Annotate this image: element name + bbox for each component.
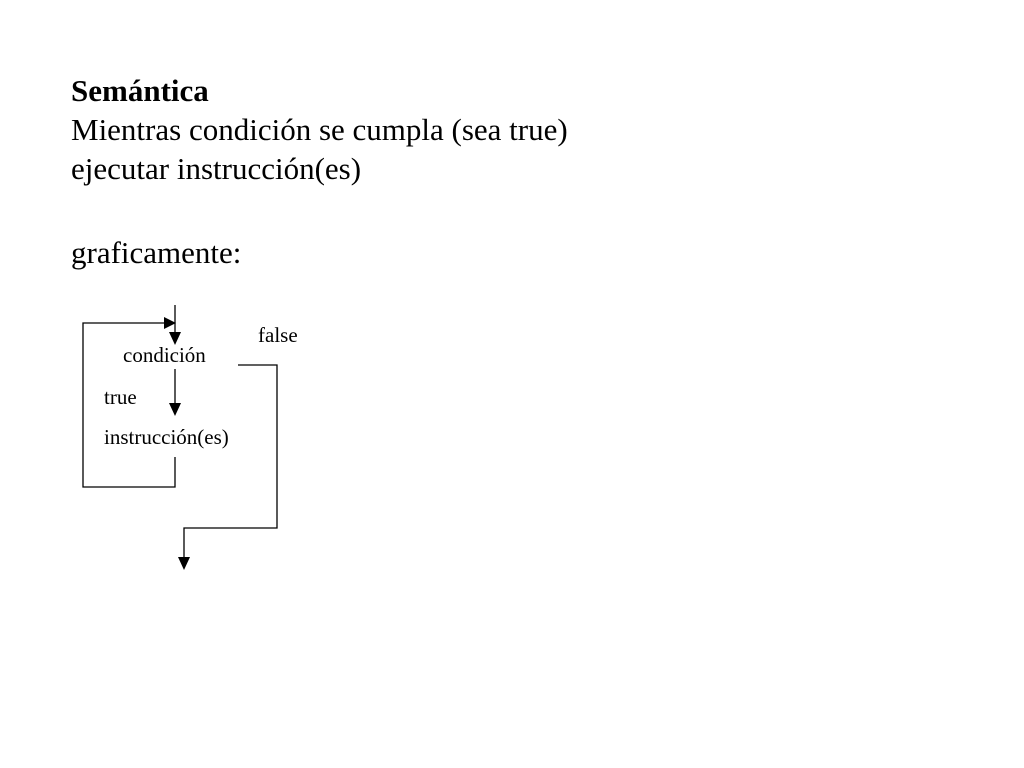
true-path-arrowhead [169,403,181,416]
semantics-line-1: Mientras condición se cumpla (sea true) [71,112,568,147]
loop-back-arrowhead [164,317,176,329]
instruction-label: instrucción(es) [104,425,229,449]
false-path-line [184,365,277,557]
false-label: false [258,323,298,347]
semantics-title: Semántica [71,73,209,108]
exit-arrowhead [178,557,190,570]
semantics-line-2: ejecutar instrucción(es) [71,151,362,186]
true-label: true [104,385,137,409]
condition-label: condición [123,343,206,367]
graph-label: graficamente: [71,235,242,270]
